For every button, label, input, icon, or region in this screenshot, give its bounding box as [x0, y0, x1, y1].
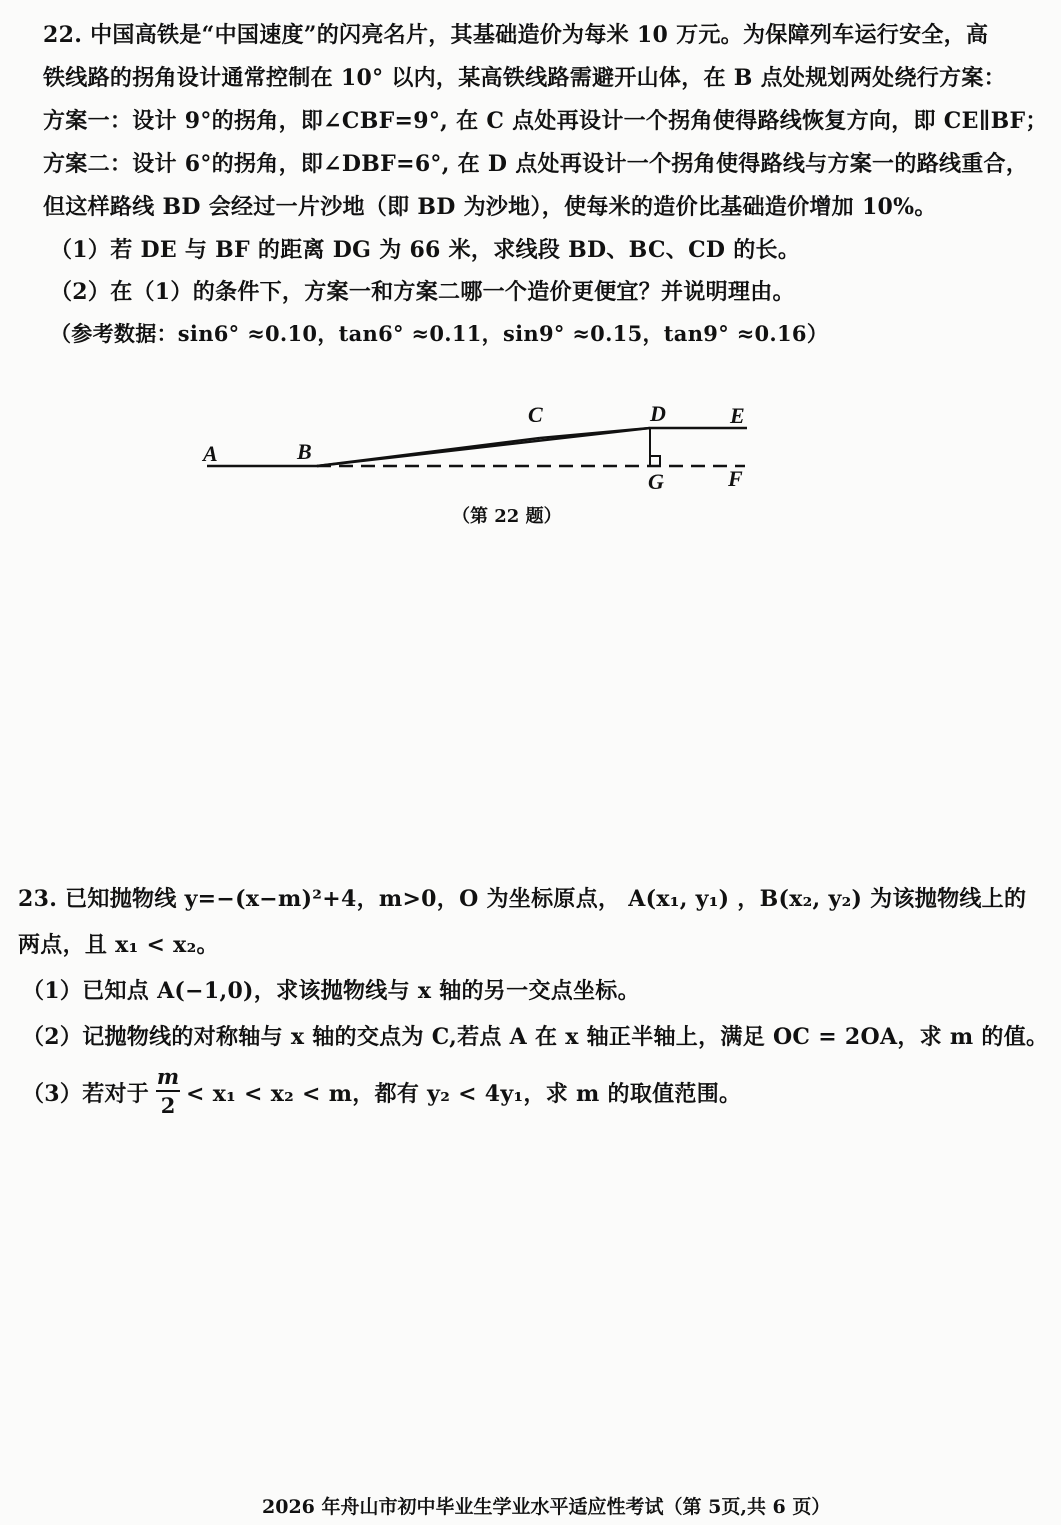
page-footer: 2026 年舟山市初中毕业生学业水平适应性考试（第 5页,共 6 页） [262, 1496, 831, 1518]
q22-line-1: 22. 中国高铁是“中国速度”的闪亮名片，其基础造价为每米 10 万元。为保障列车运行安全，高 [43, 22, 989, 48]
q23-part-3-fraction [156, 1064, 180, 1118]
q22-reference-data: （参考数据：sin6° ≈0.10，tan6° ≈0.11，sin9° ≈0.15，tan9° ≈0.16） [50, 321, 829, 346]
q22-figure-caption: （第 22 题） [452, 506, 562, 527]
label-b: B [297, 439, 312, 464]
q23-part-2: （2）记抛物线的对称轴与 x 轴的交点为 C,若点 A 在 x 轴正半轴上，满足 OC = 2OA，求 m 的值。 [22, 1024, 1049, 1050]
q22-part-1: （1）若 DE 与 BF 的距离 DG 为 66 米，求线段 BD、BC、CD 的长。 [50, 237, 801, 263]
q22-part-2: （2）在（1）的条件下，方案一和方案二哪一个造价更便宜？并说明理由。 [50, 279, 795, 305]
q23-part-1: （1）已知点 A(−1,0)，求该抛物线与 x 轴的另一交点坐标。 [22, 978, 640, 1004]
right-angle-mark [650, 456, 660, 466]
label-d: D [650, 401, 666, 426]
label-f: F [728, 466, 743, 491]
q23-line-2: 两点，且 x₁ < x₂。 [18, 932, 219, 958]
segment-bd [317, 428, 650, 466]
fraction-bar [156, 1090, 180, 1092]
q22-line-2: 铁线路的拐角设计通常控制在 10° 以内，某高铁线路需避开山体，在 B 点处规划两处绕行方案： [43, 65, 1006, 91]
q23-line-1: 23. 已知抛物线 y=−(x−m)²+4，m>0，O 为坐标原点， A(x₁, y₁) ，B(x₂, y₂) 为该抛物线上的 [18, 886, 1027, 912]
q23-part-3-prefix: （3）若对于 [22, 1081, 150, 1107]
q23-part-3-suffix: < x₁ < x₂ < m，都有 y₂ < 4y₁，求 m 的取值范围。 [186, 1081, 742, 1107]
q22-line-5: 但这样路线 BD 会经过一片沙地（即 BD 为沙地），使每米的造价比基础造价增加 10%。 [43, 194, 937, 220]
label-e: E [730, 403, 745, 428]
fraction-numerator: m [156, 1064, 180, 1089]
label-c: C [528, 402, 543, 427]
label-a: A [203, 441, 218, 466]
fraction-denominator: 2 [160, 1093, 176, 1118]
q22-line-4: 方案二：设计 6°的拐角，即∠DBF=6°, 在 D 点处再设计一个拐角使得路线与方案一的路线重合， [43, 151, 1029, 177]
label-g: G [648, 469, 664, 494]
q22-figure [195, 395, 775, 500]
q22-line-3: 方案一：设计 9°的拐角，即∠CBF=9°, 在 C 点处再设计一个拐角使得路线恢复方向，即 CE∥BF； [43, 108, 1048, 134]
